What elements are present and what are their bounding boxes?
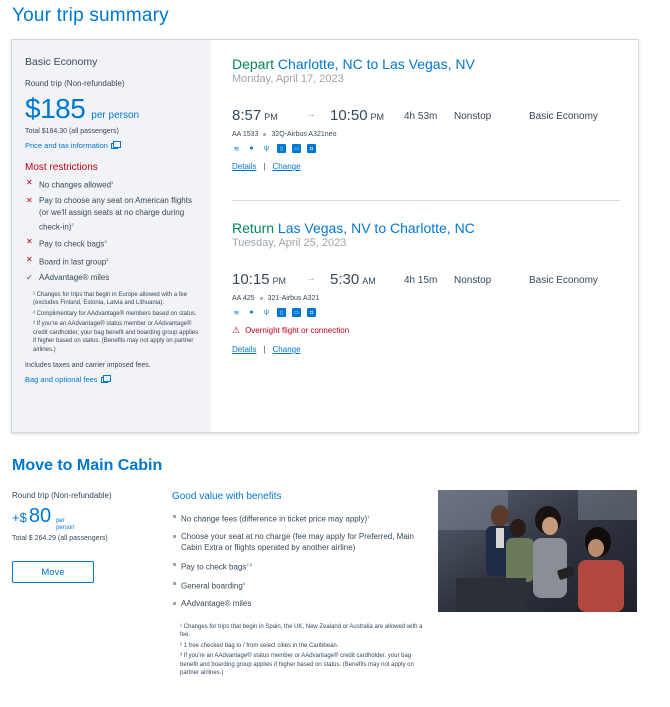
footnote: ³ If you're an AAdvantage® status member or AAdvantage® credit cardholder, your bag benefit and boarding group applies if higher based on status. (Benefits may not apply on partner airlines.) <box>33 321 199 353</box>
flight-direction: Depart <box>232 56 275 72</box>
action-separator: | <box>263 345 266 354</box>
upsell-per-line1: per <box>56 518 65 524</box>
flight-stops: Nonstop <box>454 275 492 286</box>
restriction-item <box>25 236 199 251</box>
upsell-plus: +$ <box>12 510 27 525</box>
flight-direction: Return <box>232 220 275 236</box>
change-link[interactable]: Change <box>272 162 301 171</box>
flight-duration: 4h 15m <box>404 275 438 286</box>
flight-number: AA 1533 <box>232 131 259 138</box>
upsell-amount: 80 <box>28 505 52 527</box>
includes-taxes-text: Includes taxes and carrier imposed fees. <box>25 362 151 370</box>
flight-depart <box>232 56 620 171</box>
checkmark-icon: ✓ <box>26 272 33 282</box>
footnote: ¹ Changes for trips that begin in Spain, the UK, New Zealand or Australia are allowed with a fee. <box>180 623 423 639</box>
dep-time-value: 8:57 <box>232 107 262 124</box>
footnote: ³ If you're an AAdvantage® status member or AAdvantage® credit cardholder, your bag benefit and boarding group applies if higher based on status. (Benefits may not apply on partner airlines.) <box>180 653 414 677</box>
dep-ampm: PM <box>264 112 278 122</box>
benefit-text: General boarding <box>181 581 243 591</box>
benefit-item <box>172 511 430 525</box>
flight-number-row <box>232 295 620 302</box>
flight-heading <box>232 56 620 72</box>
flights-panel <box>232 40 620 432</box>
fare-total: Total $184.30 (all passengers) <box>25 128 119 135</box>
restriction-text: No changes allowed <box>39 180 112 190</box>
flight-stops: Nonstop <box>454 111 492 122</box>
details-link[interactable]: Details <box>232 345 257 354</box>
arr-ampm: PM <box>370 112 385 122</box>
warning-text: Overnight flight or connection <box>245 326 350 335</box>
good-value-title: Good value with benefits <box>172 491 282 502</box>
flight-cabin: Basic Economy <box>529 275 598 286</box>
footnote-ref: 3 <box>106 256 109 262</box>
shield-icon: ● <box>249 145 254 152</box>
warning-icon: ⚠ <box>232 325 241 335</box>
trip-type: Round trip (Non-refundable) <box>25 79 125 88</box>
upsell-price <box>12 505 162 532</box>
footnote-ref: 3 <box>242 581 246 587</box>
restriction-text: AAdvantage® miles <box>39 272 110 282</box>
departure-time <box>232 107 278 124</box>
usb-power-icon: ψ <box>264 145 269 152</box>
arrow-right-icon: → <box>306 109 316 120</box>
flight-route: Charlotte, NC to Las Vegas, NV <box>277 56 475 72</box>
flight-actions <box>232 345 620 354</box>
benefits-list <box>172 511 430 609</box>
upsell-per-line2: person <box>56 525 75 531</box>
snack-icon: ◘ <box>307 308 316 317</box>
flight-times <box>232 107 620 129</box>
arrival-time <box>330 107 384 124</box>
benefit-text: Choose your seat at no charge (fee may apply for Preferred, Main Cabin Extra or flights operated by another airline) <box>181 531 415 552</box>
page-title: Your trip summary <box>12 5 169 26</box>
fare-name: Basic Economy <box>25 56 98 68</box>
usb-power-icon: ψ <box>264 309 269 316</box>
move-button[interactable]: Move <box>12 561 94 583</box>
footnote-ref: 1 <box>367 514 370 519</box>
amenities-row <box>232 144 620 153</box>
restriction-item <box>25 254 199 269</box>
arr-time-value: 5:30 <box>330 271 360 288</box>
footnote: ² 1 free checked bag to / from select cities in the Caribbean. <box>180 642 339 649</box>
flight-date: Tuesday, April 25, 2023 <box>232 237 347 249</box>
separator-dot <box>263 133 266 136</box>
overnight-warning <box>232 325 620 336</box>
external-link-icon <box>101 377 108 383</box>
restriction-text: Pay to check bags <box>39 239 105 249</box>
flight-duration: 4h 53m <box>404 111 438 122</box>
footnote-ref: 1 <box>111 180 114 185</box>
benefit-text: No change fees (difference in ticket price may apply) <box>181 514 368 524</box>
fare-footnotes <box>25 291 199 355</box>
footnote-ref: 3 <box>104 239 107 245</box>
trip-summary-card <box>11 39 639 433</box>
entertainment-icon: ▭ <box>292 308 301 317</box>
flight-number-row <box>232 131 620 138</box>
flight-cabin: Basic Economy <box>529 111 598 122</box>
upsell-title: Move to Main Cabin <box>12 457 163 474</box>
external-link-icon <box>111 143 118 149</box>
footnote-ref: 2 <box>71 221 74 227</box>
arrow-right-icon: → <box>306 273 316 284</box>
arrival-time <box>330 271 376 288</box>
footnote: ² Complimentary for AAdvantage® members based on status. <box>33 310 197 317</box>
aircraft: 321-Airbus A321 <box>267 295 320 302</box>
arr-ampm: AM <box>362 276 376 286</box>
flight-route: Las Vegas, NV to Charlotte, NC <box>277 220 475 236</box>
bag-fees-label: Bag and optional fees <box>25 375 98 385</box>
price-tax-info-label: Price and tax information <box>25 141 108 150</box>
footnote-ref: 2,3 <box>246 561 252 567</box>
flight-date: Monday, April 17, 2023 <box>232 73 344 85</box>
restriction-text: Board in last group <box>39 257 107 267</box>
details-link[interactable]: Details <box>232 162 257 171</box>
upsell-total: Total $ 264.29 (all passengers) <box>12 535 108 542</box>
benefit-text: Pay to check bags <box>181 562 247 572</box>
bag-fees-link[interactable] <box>25 375 108 384</box>
amenities-row <box>232 308 620 317</box>
flight-heading <box>232 220 620 236</box>
restriction-item <box>25 195 199 234</box>
phone-icon: ▯ <box>277 308 286 317</box>
x-icon: ✕ <box>26 254 33 264</box>
upsell-price-block <box>12 491 162 583</box>
price-tax-info-link[interactable] <box>25 141 118 150</box>
per-person-label: per person <box>91 110 140 121</box>
arr-time-value: 10:50 <box>330 107 368 124</box>
benefit-item <box>172 531 430 553</box>
restriction-text: Pay to choose any seat on American flights (or we'll assign seats at no charge during check-in) <box>39 195 192 232</box>
benefit-item <box>172 578 430 592</box>
wifi-icon: ≋ <box>233 145 240 153</box>
aircraft: 32Q-Airbus A321neo <box>271 131 337 138</box>
x-icon: ✕ <box>26 195 33 205</box>
dep-time-value: 10:15 <box>232 271 270 288</box>
restriction-item <box>25 177 199 192</box>
flight-number: AA 425 <box>232 295 255 302</box>
phone-icon: ▯ <box>277 144 286 153</box>
fare-summary-panel <box>12 40 211 432</box>
benefit-item <box>172 598 430 609</box>
snack-icon: ◘ <box>307 144 316 153</box>
change-link[interactable]: Change <box>272 345 301 354</box>
separator-dot <box>260 297 263 300</box>
wifi-icon: ≋ <box>233 309 240 317</box>
entertainment-icon: ▭ <box>292 144 301 153</box>
upsell-per-person <box>56 518 74 532</box>
x-icon: ✕ <box>26 237 33 247</box>
shield-icon: ● <box>249 309 254 316</box>
flight-times <box>232 271 620 293</box>
flight-actions <box>232 162 620 171</box>
flight-divider <box>232 200 620 201</box>
upsell-footnotes <box>172 623 430 678</box>
fare-price: $185 <box>25 93 86 124</box>
main-cabin-photo <box>438 490 637 612</box>
cabin-passengers-image <box>438 490 637 612</box>
action-separator: | <box>263 162 266 171</box>
benefit-text: AAdvantage® miles <box>181 598 252 608</box>
restrictions-title: Most restrictions <box>25 162 98 173</box>
x-icon: ✕ <box>26 178 33 187</box>
upsell-trip-type: Round trip (Non-refundable) <box>12 491 112 500</box>
upsell-benefits-block <box>172 491 430 680</box>
benefit-item <box>172 559 430 573</box>
footnote: ¹ Changes for trips that begin in Europe allowed with a fee (excludes Finland, Estonia, Latvia and Lithuania). <box>33 291 188 307</box>
restrictions-list <box>25 177 199 284</box>
price-row <box>25 93 199 125</box>
restriction-item <box>25 272 199 284</box>
dep-ampm: PM <box>272 276 287 286</box>
flight-return <box>232 220 620 354</box>
departure-time <box>232 271 286 288</box>
